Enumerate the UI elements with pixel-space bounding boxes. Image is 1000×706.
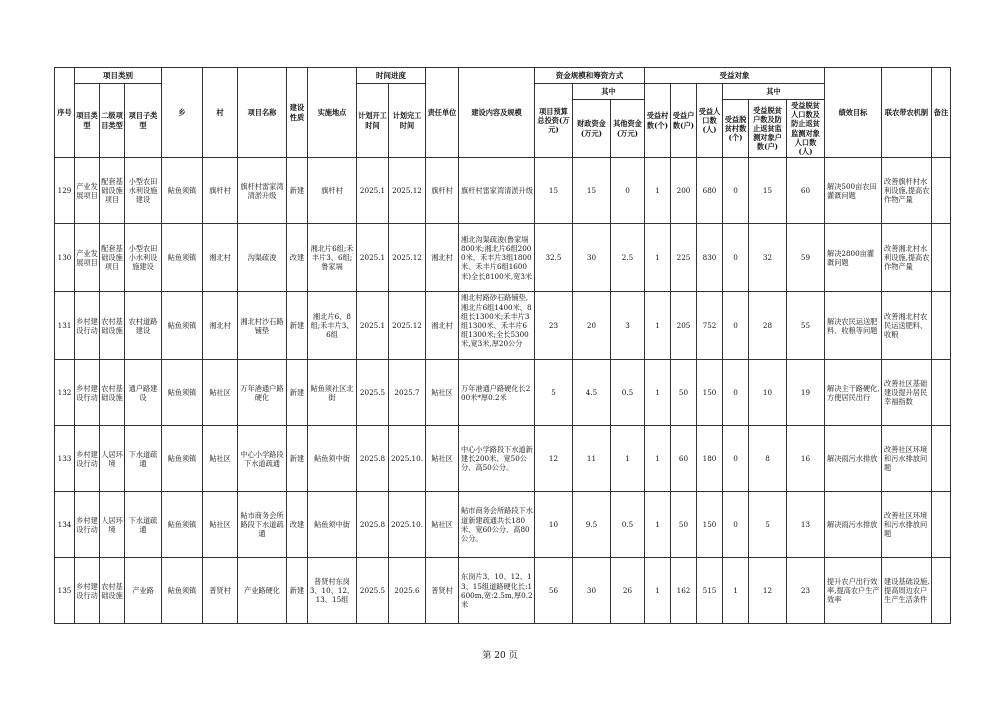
cell-households: 200 (671, 158, 697, 224)
cell-name: 万年港通户路硬化 (238, 360, 287, 426)
cell-other: 0.5 (611, 360, 645, 426)
cell-mechanism: 改善湘北村水利设施,提高农作物产量 (882, 224, 932, 292)
cell-fiscal: 11 (573, 426, 611, 492)
cell-villages: 1 (645, 492, 671, 558)
cell-content: 湘北沟渠疏浚(鲁家塥800米;湘北片6组2000米、禾丰片3组1800米、禾丰片6组1600米)全长8100米,宽3米 (459, 224, 535, 292)
cell-population: 830 (697, 224, 723, 292)
cell-type: 乡村建设行动 (75, 426, 100, 492)
cell-start: 2025.1 (357, 158, 389, 224)
cell-fiscal: 30 (573, 558, 611, 624)
cell-villages: 1 (645, 158, 671, 224)
cell-mechanism: 改善社区基础建设提升居民幸福指数 (882, 360, 932, 426)
cell-type: 产业发展项目 (75, 224, 100, 292)
cell-sub: 小型农田小水利设施建设 (125, 224, 162, 292)
header-performance-goal: 绩效目标 (825, 68, 882, 158)
table-row (55, 224, 951, 292)
cell-population: 515 (697, 558, 723, 624)
cell-poor-population: 60 (787, 158, 825, 224)
header-sub-type: 项目子类型 (125, 84, 162, 158)
cell-location: 鲇鱼须中街 (308, 426, 357, 492)
cell-population: 752 (697, 292, 723, 360)
cell-unit: 湘北村 (426, 224, 459, 292)
header-plan-end: 计划完工时间 (389, 84, 426, 158)
cell-total: 10 (535, 492, 573, 558)
cell-nature: 新建 (287, 558, 308, 624)
cell-other: 0 (611, 158, 645, 224)
cell-poor-villages: 0 (723, 492, 749, 558)
cell-township: 鲇鱼须镇 (162, 292, 203, 360)
cell-unit: 鲇社区 (426, 492, 459, 558)
cell-remark (932, 158, 951, 224)
cell-end: 2025.10. (389, 426, 426, 492)
cell-households: 162 (671, 558, 697, 624)
cell-content: 中心小学路段下水道新建长200米、宽50公分、高50公分。 (459, 426, 535, 492)
table-row (55, 360, 951, 426)
cell-type: 产业发展项目 (75, 158, 100, 224)
cell-name: 沟渠疏浚 (238, 224, 287, 292)
cell-poor-villages: 1 (723, 558, 749, 624)
cell-poor-population: 19 (787, 360, 825, 426)
cell-location: 鲇鱼须社区北街 (308, 360, 357, 426)
header-poor-population: 受益脱贫人口数及防止返贫监测对象人口数(人) (787, 100, 825, 158)
header-funding-qizhong: 其中 (573, 84, 645, 100)
cell-no: 135 (55, 558, 75, 624)
cell-no: 132 (55, 360, 75, 426)
cell-poor-households: 28 (749, 292, 787, 360)
cell-population: 180 (697, 426, 723, 492)
cell-poor-population: 23 (787, 558, 825, 624)
cell-no: 129 (55, 158, 75, 224)
cell-type: 乡村建设行动 (75, 360, 100, 426)
cell-remark (932, 426, 951, 492)
cell-secondary: 人居环境 (100, 492, 125, 558)
table-header (55, 68, 951, 158)
header-other-funds: 其他资金(万元) (611, 100, 645, 158)
cell-content: 东岗片3、10、12、13、15组道路硬化长:1600m,宽:2.5m,厚0.2米 (459, 558, 535, 624)
cell-location: 旗杆村 (308, 158, 357, 224)
header-fiscal-funds: 财政资金(万元) (573, 100, 611, 158)
cell-remark (932, 292, 951, 360)
cell-name: 产业路硬化 (238, 558, 287, 624)
cell-end: 2025.7 (389, 360, 426, 426)
cell-location: 普贤村东岗3、10、12、13、15组 (308, 558, 357, 624)
table-row (55, 558, 951, 624)
header-build-nature: 建设性质 (287, 68, 308, 158)
cell-location: 鲇鱼须中街 (308, 492, 357, 558)
table-body (55, 158, 951, 624)
project-table (54, 67, 951, 624)
header-content-scale: 建设内容及规模 (459, 68, 535, 158)
header-farmer-mechanism: 联农带农机制 (882, 68, 932, 158)
header-plan-start: 计划开工时间 (357, 84, 389, 158)
cell-village: 普贤村 (203, 558, 238, 624)
cell-unit: 旗杆村 (426, 158, 459, 224)
cell-secondary: 农村基础设施 (100, 292, 125, 360)
cell-poor-villages: 0 (723, 360, 749, 426)
cell-mechanism: 改善社区环境和污水排放问题 (882, 492, 932, 558)
cell-households: 205 (671, 292, 697, 360)
cell-township: 鲇鱼须镇 (162, 558, 203, 624)
header-ben-villages: 受益村数(个) (645, 84, 671, 158)
cell-name: 中心小学路段下水道疏通 (238, 426, 287, 492)
cell-mechanism: 改善社区环境和污水排放问题 (882, 426, 932, 492)
header-ben-population: 受益人口数(人) (697, 84, 723, 158)
cell-unit: 普贤村 (426, 558, 459, 624)
cell-total: 32.5 (535, 224, 573, 292)
cell-name: 旗杆村雷家湾清淤升级 (238, 158, 287, 224)
cell-secondary: 人居环境 (100, 426, 125, 492)
cell-sub: 通户路建设 (125, 360, 162, 426)
header-poor-villages: 受益脱贫村数(个) (723, 100, 749, 158)
cell-start: 2025.8 (357, 426, 389, 492)
cell-households: 50 (671, 492, 697, 558)
cell-location: 湘北片6、8组;禾丰片3、6组 (308, 292, 357, 360)
cell-name: 鲇市商务会所路段下水道疏通 (238, 492, 287, 558)
cell-end: 2025.12 (389, 292, 426, 360)
cell-households: 50 (671, 360, 697, 426)
header-responsible-unit: 责任单位 (426, 68, 459, 158)
cell-end: 2025.12 (389, 224, 426, 292)
cell-poor-population: 59 (787, 224, 825, 292)
cell-households: 60 (671, 426, 697, 492)
cell-village: 湘北村 (203, 292, 238, 360)
cell-content: 鲇市商务会所路段下水道新建疏通共长180米、宽60公分、高80公分。 (459, 492, 535, 558)
table-row (55, 426, 951, 492)
cell-content: 湘北村路砂石路铺垫,湘北片6组1400米、8组长1300米;禾丰片3组1300米、禾丰片6组1300米;全长5300米,宽3米,厚20公分 (459, 292, 535, 360)
cell-village: 鲇社区 (203, 360, 238, 426)
cell-remark (932, 360, 951, 426)
cell-sub: 农村道路建设 (125, 292, 162, 360)
cell-village: 旗杆村 (203, 158, 238, 224)
cell-no: 130 (55, 224, 75, 292)
cell-start: 2025.1 (357, 292, 389, 360)
cell-secondary: 农村基础设施 (100, 360, 125, 426)
cell-start: 2025.1 (357, 224, 389, 292)
cell-unit: 鲇社区 (426, 360, 459, 426)
cell-poor-villages: 0 (723, 158, 749, 224)
cell-nature: 新建 (287, 426, 308, 492)
cell-poor-households: 5 (749, 492, 787, 558)
cell-start: 2025.5 (357, 360, 389, 426)
cell-end: 2025.12 (389, 158, 426, 224)
cell-poor-households: 15 (749, 158, 787, 224)
cell-poor-population: 55 (787, 292, 825, 360)
cell-type: 乡村建设行动 (75, 292, 100, 360)
cell-start: 2025.5 (357, 558, 389, 624)
cell-villages: 1 (645, 426, 671, 492)
cell-secondary: 配套基础设施项目 (100, 224, 125, 292)
cell-total: 15 (535, 158, 573, 224)
cell-population: 680 (697, 158, 723, 224)
cell-start: 2025.8 (357, 492, 389, 558)
cell-township: 鲇鱼须镇 (162, 360, 203, 426)
header-time-progress: 时间进度 (357, 68, 426, 84)
cell-fiscal: 30 (573, 224, 611, 292)
header-xuhao: 序号 (55, 68, 75, 158)
cell-fiscal: 9.5 (573, 492, 611, 558)
cell-population: 150 (697, 360, 723, 426)
cell-fiscal: 20 (573, 292, 611, 360)
cell-township: 鲇鱼须镇 (162, 158, 203, 224)
header-location: 实施地点 (308, 68, 357, 158)
header-remark: 备注 (932, 68, 951, 158)
cell-other: 0.5 (611, 492, 645, 558)
cell-remark (932, 224, 951, 292)
cell-goal: 解决500亩农田灌溉问题 (825, 158, 882, 224)
cell-other: 3 (611, 292, 645, 360)
cell-other: 2.5 (611, 224, 645, 292)
header-total-budget: 项目预算总投资(万元) (535, 84, 573, 158)
cell-no: 131 (55, 292, 75, 360)
cell-end: 2025.10. (389, 492, 426, 558)
cell-other: 1 (611, 426, 645, 492)
cell-content: 旗杆村雷家湾清淤升级 (459, 158, 535, 224)
cell-poor-population: 16 (787, 426, 825, 492)
cell-sub: 下水道疏通 (125, 426, 162, 492)
table-row (55, 292, 951, 360)
table-row (55, 158, 951, 224)
header-village: 村 (203, 68, 238, 158)
cell-unit: 鲇社区 (426, 426, 459, 492)
header-funding: 资金规模和筹资方式 (535, 68, 645, 84)
cell-households: 225 (671, 224, 697, 292)
header-poor-households: 受益脱贫户数及防止返贫监测对象户数(户) (749, 100, 787, 158)
cell-poor-villages: 0 (723, 426, 749, 492)
cell-unit: 湘北村 (426, 292, 459, 360)
header-proj-type: 项目类型 (75, 84, 100, 158)
cell-mechanism: 改善湘北村农民运送肥料、收粮 (882, 292, 932, 360)
header-beneficiary: 受益对象 (645, 68, 825, 84)
header-township: 乡 (162, 68, 203, 158)
cell-poor-population: 13 (787, 492, 825, 558)
cell-content: 万年港通户路硬化长200米*厚0.2米 (459, 360, 535, 426)
cell-type: 乡村建设行动 (75, 558, 100, 624)
cell-end: 2025.6 (389, 558, 426, 624)
cell-other: 26 (611, 558, 645, 624)
cell-remark (932, 558, 951, 624)
cell-poor-households: 8 (749, 426, 787, 492)
cell-location: 湘北片6组;禾丰片3、6组;鲁家塥 (308, 224, 357, 292)
cell-goal: 解决雨污水排放 (825, 426, 882, 492)
cell-nature: 新建 (287, 158, 308, 224)
cell-mechanism: 建设基础设施,提高周边农户生产生活条件 (882, 558, 932, 624)
cell-name: 湘北村沙石路铺垫 (238, 292, 287, 360)
cell-secondary: 配套基础设施项目 (100, 158, 125, 224)
cell-no: 133 (55, 426, 75, 492)
cell-total: 23 (535, 292, 573, 360)
cell-fiscal: 15 (573, 158, 611, 224)
cell-poor-households: 32 (749, 224, 787, 292)
cell-sub: 下水道疏通 (125, 492, 162, 558)
cell-poor-villages: 0 (723, 224, 749, 292)
cell-villages: 1 (645, 292, 671, 360)
cell-goal: 解决主干路硬化,方便居民出行 (825, 360, 882, 426)
cell-nature: 新建 (287, 292, 308, 360)
cell-township: 鲇鱼须镇 (162, 492, 203, 558)
cell-sub: 小型农田水利设施建设 (125, 158, 162, 224)
cell-village: 鲇社区 (203, 492, 238, 558)
cell-type: 乡村建设行动 (75, 492, 100, 558)
page-number: 第 20 页 (482, 651, 518, 661)
header-secondary-type: 二级项目类型 (100, 84, 125, 158)
cell-goal: 提升农户出行效率,提高农户生产效率 (825, 558, 882, 624)
cell-goal: 解决农民运送肥料、收粮等问题 (825, 292, 882, 360)
cell-secondary: 农村基础设施 (100, 558, 125, 624)
cell-nature: 改建 (287, 492, 308, 558)
cell-mechanism: 改善旗杆村水利设施,提高农作物产量 (882, 158, 932, 224)
header-project-name: 项目名称 (238, 68, 287, 158)
cell-fiscal: 4.5 (573, 360, 611, 426)
cell-township: 鲇鱼须镇 (162, 224, 203, 292)
cell-population: 150 (697, 492, 723, 558)
cell-total: 12 (535, 426, 573, 492)
header-ben-households: 受益户数(户) (671, 84, 697, 158)
cell-total: 56 (535, 558, 573, 624)
cell-village: 湘北村 (203, 224, 238, 292)
cell-villages: 1 (645, 360, 671, 426)
cell-total: 5 (535, 360, 573, 426)
cell-goal: 解决雨污水排放 (825, 492, 882, 558)
cell-poor-households: 12 (749, 558, 787, 624)
cell-poor-households: 10 (749, 360, 787, 426)
table-row (55, 492, 951, 558)
cell-remark (932, 492, 951, 558)
header-project-category: 项目类别 (75, 68, 162, 84)
cell-poor-villages: 0 (723, 292, 749, 360)
cell-village: 鲇社区 (203, 426, 238, 492)
cell-villages: 1 (645, 558, 671, 624)
cell-sub: 产业路 (125, 558, 162, 624)
cell-nature: 新建 (287, 360, 308, 426)
cell-goal: 解决2800亩灌溉问题 (825, 224, 882, 292)
cell-villages: 1 (645, 224, 671, 292)
cell-township: 鲇鱼须镇 (162, 426, 203, 492)
cell-no: 134 (55, 492, 75, 558)
header-ben-qizhong: 其中 (723, 84, 825, 100)
cell-nature: 改建 (287, 224, 308, 292)
